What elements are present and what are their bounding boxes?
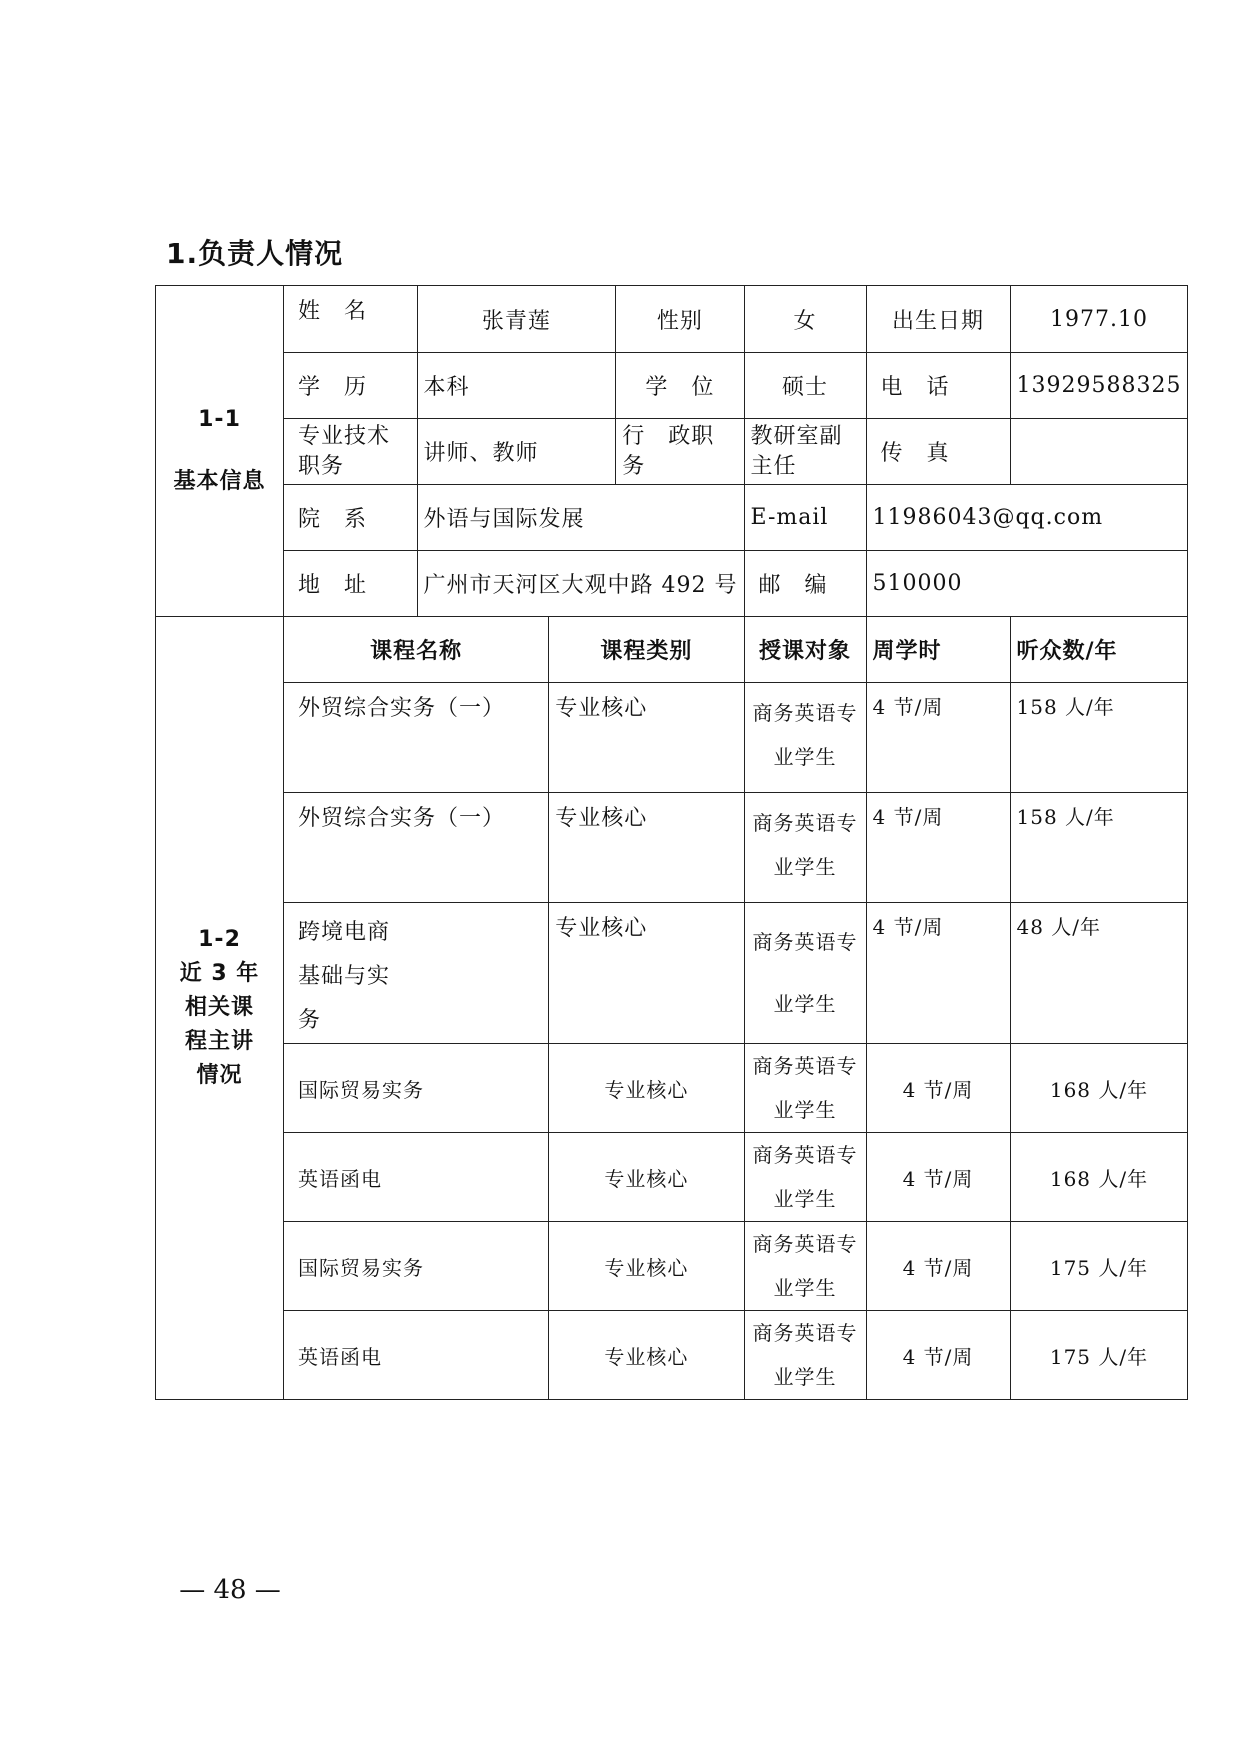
course-weekly-hours: 4 节/周 [866,1311,1010,1400]
label-title: 专业技术职务 [284,419,418,485]
value-zip: 510000 [866,551,1188,617]
course-type: 专业核心 [549,1222,744,1311]
course-type: 专业核心 [549,903,744,1044]
course-name: 英语函电 [284,1133,549,1222]
value-education: 本科 [417,353,616,419]
course-weekly-hours: 4 节/周 [866,793,1010,903]
basic-section-num: 1-1 [198,407,241,432]
course-name: 国际贸易实务 [284,1222,549,1311]
course-name: 国际贸易实务 [284,1044,549,1133]
table-row [156,683,1188,793]
course-audience: 商务英语专业学生 [744,683,866,793]
label-birth: 出生日期 [866,286,1010,353]
basic-row-2 [156,353,1188,419]
course-audience: 商务英语专业学生 [744,1044,866,1133]
course-weekly-hours: 4 节/周 [866,1222,1010,1311]
label-zip: 邮 编 [744,551,866,617]
course-audience: 商务英语专业学生 [744,793,866,903]
courses-section-label [156,617,284,1400]
label-degree: 学 位 [616,353,744,419]
course-audience: 商务英语专业学生 [744,1222,866,1311]
label-admin-post: 行 政职 务 [616,419,744,485]
value-title: 讲师、教师 [417,419,616,485]
value-degree: 硕士 [744,353,866,419]
course-listeners: 175 人/年 [1010,1311,1188,1400]
course-listeners: 175 人/年 [1010,1222,1188,1311]
course-name: 英语函电 [284,1311,549,1400]
course-weekly-hours: 4 节/周 [866,903,1010,1044]
header-audience: 授课对象 [744,617,866,683]
basic-row-4 [156,485,1188,551]
label-dept: 院 系 [284,485,418,551]
basic-section-text: 基本信息 [173,469,266,494]
value-admin-post: 教研室副主任 [744,419,866,485]
course-type: 专业核心 [549,1133,744,1222]
page-number: — 48 — [179,1575,281,1605]
value-phone: 13929588325 [1010,353,1188,419]
course-name: 外贸综合实务（一） [284,683,549,793]
course-audience: 商务英语专业学生 [744,1311,866,1400]
label-fax: 传 真 [866,419,1010,485]
courses-section-text: 近 3 年相关课程主讲情况 [179,961,260,1088]
basic-row-1 [156,286,1188,353]
value-address: 广州市天河区大观中路 492 号 [417,551,744,617]
header-course-name: 课程名称 [284,617,549,683]
basic-section-label [156,286,284,617]
value-name: 张青莲 [417,286,616,353]
course-type: 专业核心 [549,683,744,793]
course-weekly-hours: 4 节/周 [866,683,1010,793]
table-row [156,903,1188,1044]
label-education: 学 历 [284,353,418,419]
label-gender: 性别 [616,286,744,353]
course-listeners: 158 人/年 [1010,683,1188,793]
course-listeners: 158 人/年 [1010,793,1188,903]
course-type: 专业核心 [549,793,744,903]
courses-section-num: 1-2 [198,927,241,952]
table-row [156,793,1188,903]
header-listeners: 听众数/年 [1010,617,1188,683]
table-row [156,1311,1188,1400]
course-type: 专业核心 [549,1311,744,1400]
value-dept: 外语与国际发展 [417,485,744,551]
course-type: 专业核心 [549,1044,744,1133]
header-weekly-hours: 周学时 [866,617,1010,683]
label-phone: 电 话 [866,353,1010,419]
basic-row-5 [156,551,1188,617]
course-listeners: 168 人/年 [1010,1133,1188,1222]
value-fax [1010,419,1188,485]
table-row [156,1222,1188,1311]
course-listeners: 48 人/年 [1010,903,1188,1044]
basic-row-3 [156,419,1188,485]
label-name: 姓 名 [284,286,418,353]
value-gender: 女 [744,286,866,353]
section-title: 1.负责人情况 [166,237,344,270]
course-name: 跨境电商基础与实务 [284,903,549,1044]
label-address: 地 址 [284,551,418,617]
course-audience: 商务英语专业学生 [744,903,866,1044]
course-weekly-hours: 4 节/周 [866,1044,1010,1133]
info-table-wrapper [155,285,1188,1400]
course-name: 外贸综合实务（一） [284,793,549,903]
table-row [156,1133,1188,1222]
courses-header-row [156,617,1188,683]
header-course-type: 课程类别 [549,617,744,683]
info-table [155,285,1188,1400]
table-row [156,1044,1188,1133]
course-listeners: 168 人/年 [1010,1044,1188,1133]
course-weekly-hours: 4 节/周 [866,1133,1010,1222]
value-birth: 1977.10 [1010,286,1188,353]
course-audience: 商务英语专业学生 [744,1133,866,1222]
value-email: 11986043@qq.com [866,485,1188,551]
label-email: E-mail [744,485,866,551]
